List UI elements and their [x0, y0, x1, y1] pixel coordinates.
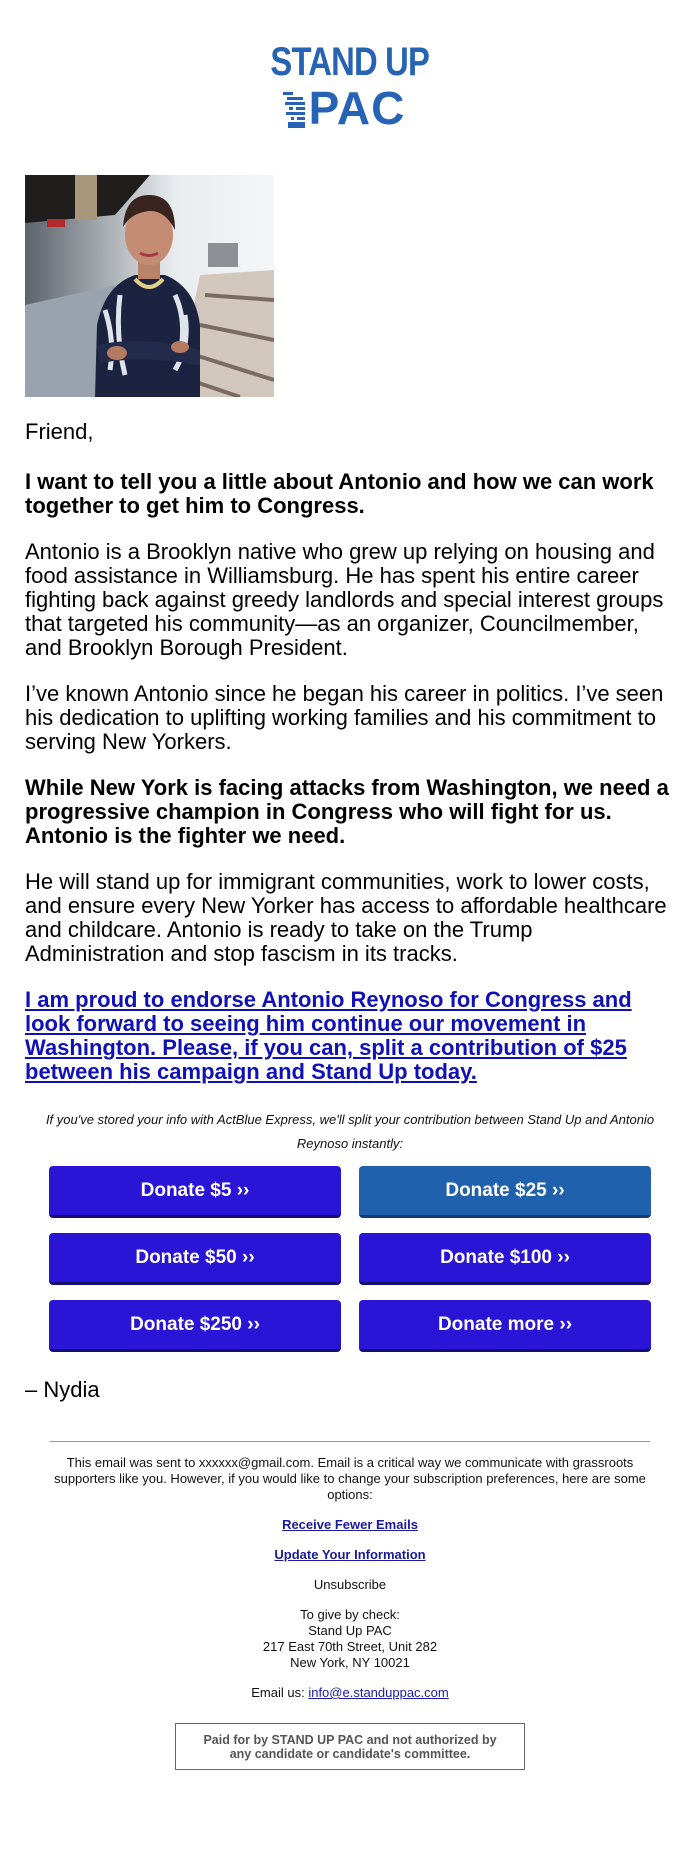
intro-heading: I want to tell you a little about Antonio and how we can work together to get him to Congress. — [25, 469, 654, 518]
contact-line — [50, 1685, 650, 1701]
email-footer — [50, 1455, 650, 1715]
mailing-address — [50, 1607, 650, 1671]
donate-button-grid — [49, 1166, 651, 1352]
address-line-1: 217 East 70th Street, Unit 282 — [262, 1639, 438, 1654]
contact-email-link[interactable]: info@e.standuppac.com — [308, 1685, 449, 1700]
donate-50-button[interactable]: Donate $50 ›› — [49, 1233, 341, 1285]
email-body — [25, 420, 675, 1106]
skyline-icon — [283, 90, 307, 128]
nydia-portrait-photo — [25, 175, 274, 397]
paid-for-disclaimer: Paid for by STAND UP PAC and not authorized by any candidate or candidate's committee. — [175, 1723, 525, 1770]
signoff: – Nydia — [25, 1377, 100, 1402]
paragraph-background: Antonio is a Brooklyn native who grew up relying on housing and food assistance in Williamsburg. He has spent his entire career fighting back against greedy landlords and special interest groups that targeted his community—as an organizer, Councilmember, and Brooklyn Borough President. — [25, 539, 664, 660]
footer-divider — [50, 1441, 650, 1442]
endorse-donate-link[interactable]: I am proud to endorse Antonio Reynoso for Congress and look forward to seeing him continue our movement in Washington. Please, if you can, split a contribution of $25 between his campaign and Stand Up today. — [25, 987, 632, 1084]
actblue-express-note: If you've stored your info with ActBlue Express, we'll split your contribution between Stand Up and Antonio Reynoso instantly: — [45, 1112, 655, 1151]
address-name: Stand Up PAC — [308, 1623, 392, 1638]
receive-fewer-emails-link[interactable]: Receive Fewer Emails — [282, 1517, 418, 1532]
donate-25-button[interactable]: Donate $25 ›› — [359, 1166, 651, 1218]
address-line-2: New York, NY 10021 — [290, 1655, 410, 1670]
greeting: Friend, — [25, 419, 94, 444]
logo-line-2 — [295, 82, 406, 134]
logo-line-1: STAND UP — [270, 40, 430, 84]
sent-notice: This email was sent to xxxxxx@gmail.com. Email is a critical way we communicate with grassroots supporters like you. However, if you would like to change your subscription preferences, here are some options: — [54, 1455, 646, 1502]
check-label: To give by check: — [300, 1607, 400, 1622]
paragraph-platform: He will stand up for immigrant communities, work to lower costs, and ensure every New Yorker has access to affordable healthcare and childcare. Antonio is ready to take on the Trump Administration and stop fascism in its tracks. — [25, 869, 667, 966]
update-information-link[interactable]: Update Your Information — [274, 1547, 426, 1562]
stand-up-pac-logo — [0, 40, 700, 134]
photo-illustration — [25, 175, 274, 397]
donate-more-button[interactable]: Donate more ›› — [359, 1300, 651, 1352]
donate-5-button[interactable]: Donate $5 ›› — [49, 1166, 341, 1218]
paragraph-champion: While New York is facing attacks from Washington, we need a progressive champion in Congress who will fight for us. Antonio is the fighter we need. — [25, 775, 669, 848]
email-label: Email us: — [251, 1685, 309, 1700]
logo-pac-text: PAC — [308, 82, 406, 134]
unsubscribe-link[interactable]: Unsubscribe — [313, 1577, 387, 1592]
donate-100-button[interactable]: Donate $100 ›› — [359, 1233, 651, 1285]
paragraph-relationship: I’ve known Antonio since he began his career in politics. I’ve seen his dedication to uplifting working families and his commitment to serving New Yorkers. — [25, 681, 664, 754]
donate-250-button[interactable]: Donate $250 ›› — [49, 1300, 341, 1352]
